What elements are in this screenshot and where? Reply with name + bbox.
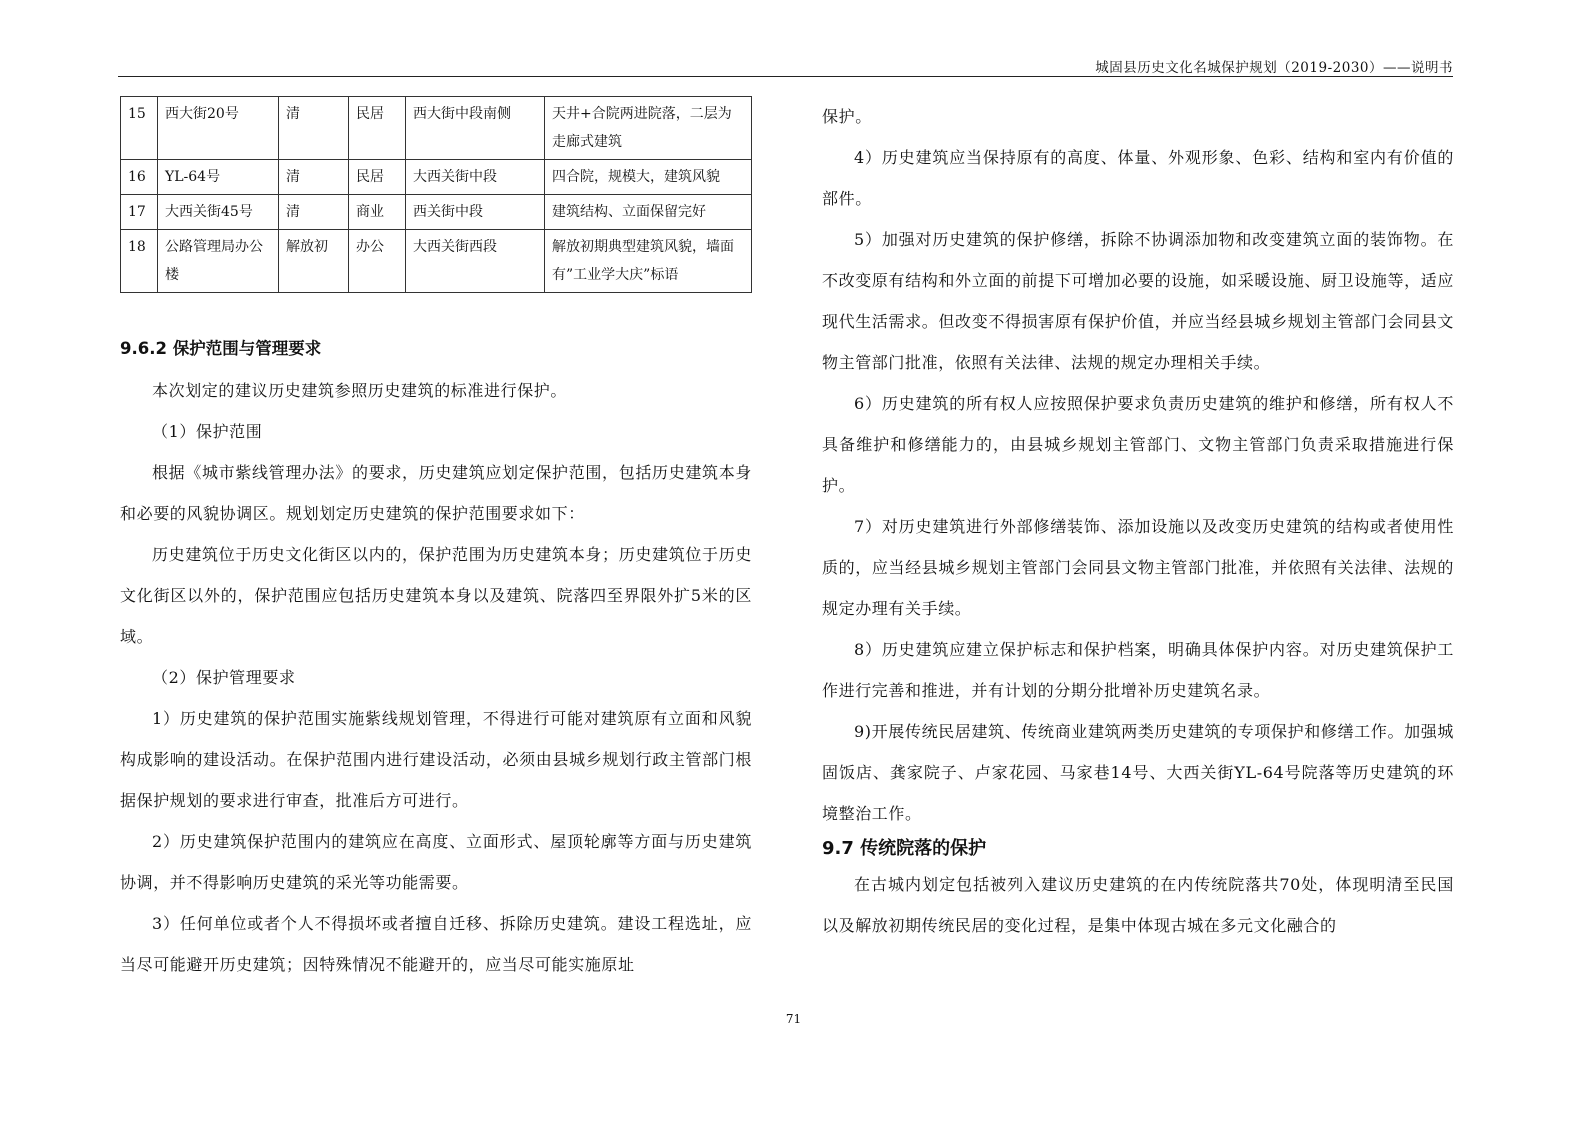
page-number: 71 [785, 1012, 802, 1026]
paragraph: 1）历史建筑的保护范围实施紫线规划管理，不得进行可能对建筑原有立面和风貌构成影响的建设活动。在保护范围内进行建设活动，必须由县城乡规划行政主管部门根据保护规划的要求进行审查，批准后方可进行。 [120, 709, 752, 810]
table-cell-name: 公路管理局办公楼 [158, 230, 279, 293]
table-cell-era: 清 [279, 195, 349, 230]
table-row [121, 230, 752, 293]
paragraph: 本次划定的建议历史建筑参照历史建筑的标准进行保护。 [152, 381, 568, 400]
table-cell-note: 天井+合院两进院落，二层为走廊式建筑 [545, 97, 752, 160]
document-header-title: 城固县历史文化名城保护规划（2019-2030）——说明书 [1095, 60, 1453, 76]
paragraph: 2）历史建筑保护范围内的建筑应在高度、立面形式、屋顶轮廓等方面与历史建筑协调，并不得影响历史建筑的采光等功能需要。 [120, 832, 752, 892]
paragraph: 历史建筑位于历史文化街区以内的，保护范围为历史建筑本身；历史建筑位于历史文化街区以外的，保护范围应包括历史建筑本身以及建筑、院落四至界限外扩5米的区域。 [120, 545, 752, 646]
historic-buildings-table [120, 96, 752, 293]
table-cell-no: 16 [121, 160, 158, 195]
table-cell-location: 西大街中段南侧 [406, 97, 545, 160]
table-cell-type: 民居 [349, 160, 406, 195]
table-cell-location: 大西关街中段 [406, 160, 545, 195]
table-cell-type: 民居 [349, 97, 406, 160]
table-cell-name: YL-64号 [158, 160, 279, 195]
paragraph: 在古城内划定包括被列入建议历史建筑的在内传统院落共70处，体现明清至民国以及解放初期传统民居的变化过程，是集中体现古城在多元文化融合的 [822, 875, 1454, 935]
table-row [121, 195, 752, 230]
paragraph: 3）任何单位或者个人不得损坏或者擅自迁移、拆除历史建筑。建设工程选址，应当尽可能避开历史建筑；因特殊情况不能避开的，应当尽可能实施原址 [120, 914, 752, 974]
table-row [121, 160, 752, 195]
table-cell-name: 大西关街45号 [158, 195, 279, 230]
table-cell-era: 清 [279, 97, 349, 160]
table-cell-name: 西大街20号 [158, 97, 279, 160]
table-cell-note: 四合院，规模大，建筑风貌 [545, 160, 752, 195]
table-cell-no: 17 [121, 195, 158, 230]
table-cell-type: 商业 [349, 195, 406, 230]
section-heading-9-6-2: 9.6.2 保护范围与管理要求 [120, 339, 322, 358]
table-cell-location: 西关街中段 [406, 195, 545, 230]
table-cell-note: 解放初期典型建筑风貌，墙面有”工业学大庆”标语 [545, 230, 752, 293]
paragraph: 5）加强对历史建筑的保护修缮，拆除不协调添加物和改变建筑立面的装饰物。在不改变原有结构和外立面的前提下可增加必要的设施，如采暖设施、厨卫设施等，适应现代生活需求。但改变不得损害原有保护价值，并应当经县城乡规划主管部门会同县文物主管部门批准，依照有关法律、法规的规定办理相关手续。 [822, 230, 1454, 372]
subheading-management-requirements: （2）保护管理要求 [152, 668, 296, 687]
paragraph: 4）历史建筑应当保持原有的高度、体量、外观形象、色彩、结构和室内有价值的部件。 [822, 148, 1454, 208]
table-row [121, 97, 752, 160]
table-cell-note: 建筑结构、立面保留完好 [545, 195, 752, 230]
table-cell-era: 清 [279, 160, 349, 195]
table-cell-no: 18 [121, 230, 158, 293]
table-cell-location: 大西关街西段 [406, 230, 545, 293]
left-text [120, 370, 752, 985]
paragraph-continuation: 保护。 [822, 107, 872, 126]
paragraph: 7）对历史建筑进行外部修缮装饰、添加设施以及改变历史建筑的结构或者使用性质的，应当经县城乡规划主管部门会同县文物主管部门批准，并依照有关法律、法规的规定办理有关手续。 [822, 517, 1454, 618]
paragraph: 6）历史建筑的所有权人应按照保护要求负责历史建筑的维护和修缮，所有权人不具备维护和修缮能力的，由县城乡规划主管部门、文物主管部门负责采取措施进行保护。 [822, 394, 1454, 495]
paragraph: 9)开展传统民居建筑、传统商业建筑两类历史建筑的专项保护和修缮工作。加强城固饭店、龚家院子、卢家花园、马家巷14号、大西关街YL-64号院落等历史建筑的环境整治工作。 [822, 722, 1454, 823]
subheading-protection-scope: （1）保护范围 [152, 422, 263, 441]
table-cell-type: 办公 [349, 230, 406, 293]
paragraph: 根据《城市紫线管理办法》的要求，历史建筑应划定保护范围，包括历史建筑本身和必要的风貌协调区。规划划定历史建筑的保护范围要求如下： [120, 463, 752, 523]
paragraph: 8）历史建筑应建立保护标志和保护档案，明确具体保护内容。对历史建筑保护工作进行完善和推进，并有计划的分期分批增补历史建筑名录。 [822, 640, 1454, 700]
header-rule [118, 76, 1453, 77]
table-cell-era: 解放初 [279, 230, 349, 293]
section-heading-9-7: 9.7 传统院落的保护 [822, 838, 987, 859]
right-text [822, 96, 1454, 946]
left-column [120, 90, 752, 974]
table-cell-no: 15 [121, 97, 158, 160]
